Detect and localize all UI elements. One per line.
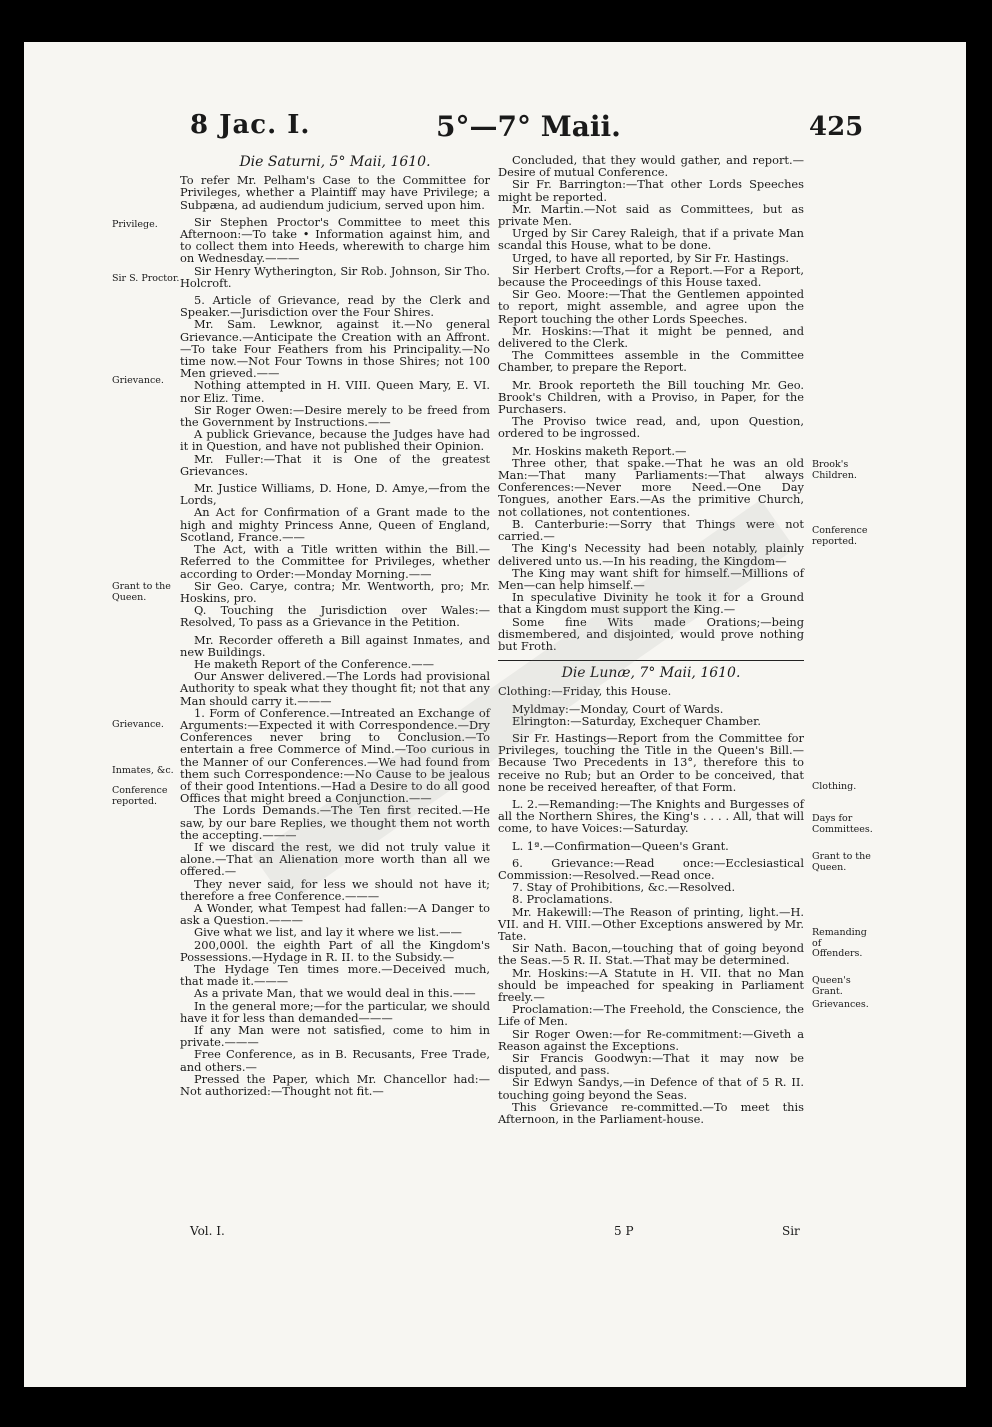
paragraph: Clothing:—Friday, this House. — [498, 684, 672, 699]
margin-note: Conference reported. — [112, 785, 168, 807]
section-title: Die Saturni, 5° Maii, 1610. — [239, 154, 431, 170]
paragraph: If any Man were not satisfied, come to him in private.——— — [180, 1023, 490, 1050]
paragraph: Sir Francis Goodwyn:—That it may now be disputed, and pass. — [498, 1051, 804, 1078]
paragraph: The Act, with a Title written within the Bill.—Referred to the Committee for Privileges, whether according to Order:—Monday Morning.—— — [180, 542, 490, 581]
section-divider — [498, 660, 804, 661]
paragraph: L. 2.—Remanding:—The Knights and Burgesses of all the Northern Shires, the King's . . . . All, that will come, to have Voices:—Saturday. — [498, 796, 804, 836]
paragraph: In speculative Divinity he took it for a Ground that a Kingdom must support the King.— — [498, 590, 804, 617]
paragraph: Mr. Sam. Lewknor, against it.—No general Grievance.—Anticipate the Creation with an Affront.—To take Four Feathers from his Principality.—No time now.—Not Four Towns in those Shires; not 100 Men grieved.—— — [180, 317, 490, 381]
paragraph: Mr. Hoskins maketh Report.— — [512, 443, 687, 458]
margin-note: Days for Committees. — [812, 813, 873, 835]
margin-note: Remanding of Offenders. — [812, 927, 867, 959]
margin-note: Grant to the Queen. — [112, 581, 171, 603]
paragraph: As a private Man, that we would deal in this.—— — [194, 986, 476, 1001]
paragraph: Urged, to have all reported, by Sir Fr. Hastings. — [512, 250, 790, 265]
margin-note: Privilege. — [112, 219, 158, 230]
paragraph: Urged by Sir Carey Raleigh, that if a private Man scandal this House, what to be done. — [498, 226, 804, 253]
paragraph: The King's Necessity had been notably, plainly delivered unto us.—In his reading, the Kingdom— — [498, 541, 804, 568]
margin-note: Grievances. — [812, 999, 869, 1010]
paragraph: Give what we list, and lay it where we list.—— — [194, 925, 462, 940]
paragraph: Sir Stephen Proctor's Committee to meet this Afternoon:—To take • Information against him, and to collect them into Heeds, wherewith to charge him on Wednesday.——— — [180, 214, 490, 266]
catchword: Sir — [782, 1224, 800, 1238]
paragraph: The Hydage Ten times more.—Deceived much, that made it.——— — [180, 962, 490, 989]
margin-note: Sir S. Proctor. — [112, 273, 180, 284]
paragraph: An Act for Confirmation of a Grant made to the high and mighty Princess Anne, Queen of England, Scotland, France.—— — [180, 505, 490, 544]
paragraph: Proclamation:—The Freehold, the Conscience, the Life of Men. — [498, 1002, 804, 1029]
paragraph: B. Canterburie:—Sorry that Things were not carried.— — [498, 516, 804, 544]
header-regnal-year: 8 Jac. I. — [190, 110, 311, 140]
volume-label: Vol. I. — [190, 1224, 225, 1238]
section-title: Die Lunæ, 7° Maii, 1610. — [561, 665, 741, 682]
paragraph: He maketh Report of the Conference.—— — [194, 656, 435, 671]
paragraph: Sir Henry Wytherington, Sir Rob. Johnson, Sir Tho. Holcroft. — [180, 263, 490, 290]
paragraph: Some fine Wits made Orations;—being dismembered, and disjointed, would prove nothing but Froth. — [498, 614, 804, 653]
margin-note: Queen's Grant. — [812, 975, 851, 997]
paragraph: 7. Stay of Prohibitions, &c.—Resolved. — [512, 880, 736, 895]
paragraph: A Wonder, what Tempest had fallen:—A Danger to ask a Question.——— — [180, 900, 490, 928]
paragraph: Mr. Martin.—Not said as Committees, but as private Men. — [498, 201, 804, 229]
paragraph: Three other, that spake.—That he was an old Man:—That many Parliaments:—That always Conferences:—Never more Need.—One Day Tongues, another Ears.—As the primitive Church, not collationes, not contentiones. — [498, 455, 804, 519]
paragraph: Mr. Hoskins:—A Statute in H. VII. that no Man should be impeached for speaking in Parliament freely.— — [498, 965, 804, 1004]
paragraph: Mr. Justice Williams, D. Hone, D. Amye,—from the Lords, — [180, 481, 490, 508]
paragraph: Q. Touching the Jurisdiction over Wales:—Resolved, To pass as a Grievance in the Petition. — [180, 603, 490, 630]
paragraph: Free Conference, as in B. Recusants, Free Trade, and others.— — [180, 1047, 490, 1074]
margin-note: Conference reported. — [812, 525, 868, 547]
right-column — [498, 154, 804, 1125]
paragraph: To refer Mr. Pelham's Case to the Committee for Privileges, whether a Plaintiff may have Privilege; a Subpæna, ad audiendum judicium, served upon him. — [180, 173, 490, 212]
paragraph: Sir Roger Owen:—Desire merely to be freed from the Government by Instructions.—— — [180, 402, 490, 430]
paragraph: 8. Proclamations. — [512, 892, 613, 907]
margin-note: Grievance. — [112, 719, 164, 730]
paragraph: A publick Grievance, because the Judges have had it in Question, and have not published their Opinion. — [180, 427, 490, 454]
paragraph: 5. Article of Grievance, read by the Clerk and Speaker.—Jurisdiction over the Four Shires. — [180, 293, 490, 320]
paragraph: Mr. Recorder offereth a Bill against Inmates, and new Buildings. — [180, 632, 490, 659]
paragraph: Elrington:—Saturday, Exchequer Chamber. — [512, 713, 761, 728]
margin-note: Clothing. — [812, 781, 857, 792]
paragraph: Sir Roger Owen:—for Re-commitment:—Giveth a Reason against the Exceptions. — [498, 1026, 804, 1053]
paragraph: Pressed the Paper, which Mr. Chancellor had:—Not authorized:—Thought not fit.— — [180, 1071, 490, 1099]
margin-note: Brook's Children. — [812, 459, 857, 481]
paragraph: Nothing attempted in H. VIII. Queen Mary, E. VI. nor Eliz. Time. — [180, 378, 490, 405]
document-page — [24, 42, 966, 1387]
left-column — [180, 154, 490, 1097]
running-header — [24, 100, 966, 150]
paragraph: Mr. Hoskins:—That it might be penned, and delivered to the Clerk. — [498, 323, 804, 351]
margin-note: Grievance. — [112, 375, 164, 386]
paragraph: Mr. Fuller:—That it is One of the greatest Grievances. — [180, 451, 490, 478]
page-number: 425 — [809, 112, 864, 142]
paragraph: The King may want shift for himself.—Millions of Men—can help himself.— — [498, 565, 804, 592]
paragraph: They never said, for less we should not have it; therefore a free Conference.——— — [180, 876, 490, 903]
paragraph: Mr. Brook reporteth the Bill touching Mr. Geo. Brook's Children, with a Proviso, in Paper, for the Purchasers. — [498, 377, 804, 417]
paragraph: This Grievance re-committed.—To meet this Afternoon, in the Parliament-house. — [498, 1099, 804, 1127]
paragraph: Sir Edwyn Sandys,—in Defence of that of 5 R. II. touching going beyond the Seas. — [498, 1075, 804, 1102]
header-date-range: 5°—7° Maii. — [436, 110, 621, 143]
paragraph: 1. Form of Conference.—Intreated an Exchange of Arguments:—Expected it with Correspondence.—Dry Conferences never bring to Conclusion.—To entertain a free Commerce of Mind.—Too curious in the Manner of our Conferences.—We had found from them such Correspondence:—No Cause to be jealous of their good Intentions.—Had a Desire to do all good Offices that might breed a Conjunction.—— — [180, 705, 490, 806]
paragraph: The Committees assemble in the Committee Chamber, to prepare the Report. — [498, 348, 804, 375]
paragraph: If we discard the rest, we did not truly value it alone.—That an Alienation more worth than all we offered.— — [180, 839, 490, 879]
paragraph: 200,000l. the eighth Part of all the Kingdom's Possessions.—Hydage in R. II. to the Subsidy.— — [180, 937, 490, 964]
paragraph: L. 1ª.—Confirmation—Queen's Grant. — [512, 838, 729, 853]
paragraph: Sir Nath. Bacon,—touching that of going beyond the Seas.—5 R. II. Stat.—That may be determined. — [498, 941, 804, 968]
paragraph: Sir Fr. Hastings—Report from the Committee for Privileges, touching the Title in the Queen's Bill.—Because Two Precedents in 13°, therefore this to receive no Rub; but an Order to be conceived, that none be received hereafter, of that Form. — [498, 730, 804, 794]
paragraph: In the general more;—for the particular, we should have it for less than demanded——— — [180, 998, 490, 1025]
paragraph: 6. Grievance:—Read once:—Ecclesiastical Commission:—Resolved.—Read once. — [498, 855, 804, 882]
paragraph: Sir Geo. Carye, contra; Mr. Wentworth, pro; Mr. Hoskins, pro. — [180, 578, 490, 605]
paragraph: Our Answer delivered.—The Lords had provisional Authority to speak what they thought fit; not that any Man should carry it.——— — [180, 669, 490, 708]
margin-note: Grant to the Queen. — [812, 851, 871, 873]
paragraph: Myldmay:—Monday, Court of Wards. — [512, 701, 724, 716]
paragraph: Sir Herbert Crofts,—for a Report.—For a Report, because the Proceedings of this House taxed. — [498, 262, 804, 290]
paragraph: Mr. Hakewill:—The Reason of printing, light.—H. VII. and H. VIII.—Other Exceptions answered by Mr. Tate. — [498, 904, 804, 943]
paragraph: Sir Geo. Moore:—That the Gentlemen appointed to report, might assemble, and agree upon the Report touching the other Lords Speeches. — [498, 287, 804, 326]
paragraph: The Lords Demands.—The Ten first recited.—He saw, by our bare Replies, we thought them not worth the accepting.——— — [180, 803, 490, 842]
signature-mark: 5 P — [614, 1224, 634, 1238]
margin-note: Inmates, &c. — [112, 765, 174, 776]
paragraph: Sir Fr. Barrington:—That other Lords Speeches might be reported. — [498, 177, 804, 204]
paragraph: The Proviso twice read, and, upon Question, ordered to be ingrossed. — [498, 414, 804, 441]
paragraph: Concluded, that they would gather, and report.—Desire of mutual Conference. — [498, 153, 804, 180]
